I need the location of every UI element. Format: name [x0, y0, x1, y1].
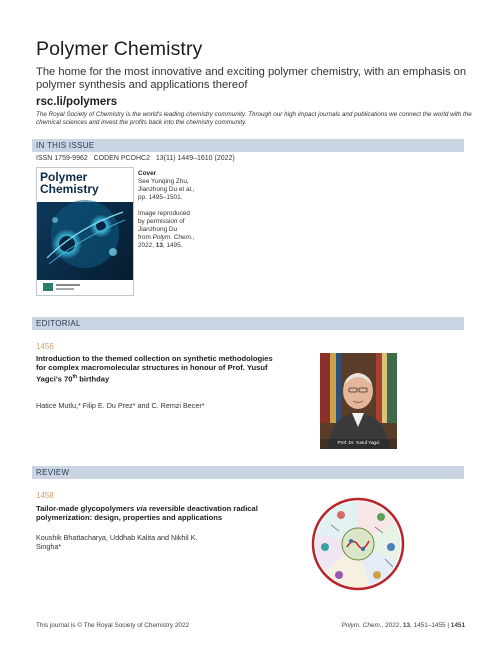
title-text: reversible deactivation radical polymerization: design, properties and applications	[36, 504, 258, 523]
editorial-page-number: 1456	[36, 342, 54, 351]
footer-text: , 2022,	[381, 622, 403, 629]
footer-journal: Polym. Chem.	[341, 622, 382, 629]
caption-text: ,	[192, 234, 195, 241]
caption-journal: Polym. Chem.	[152, 234, 193, 241]
review-bar: REVIEW	[32, 466, 464, 479]
title-superscript: th	[72, 373, 78, 380]
portrait-art	[320, 353, 397, 449]
cover-caption-line: Jianzhong Du et al.,	[138, 186, 195, 193]
review-title-link[interactable]	[36, 504, 281, 523]
review-toc-art	[311, 497, 405, 591]
cover-caption-heading: Cover	[138, 170, 157, 177]
title-text: Tailor-made glycopolymers	[36, 504, 137, 513]
footer-copyright: This journal is © The Royal Society of Chemistry 2022	[36, 622, 190, 629]
caption-text: 2022,	[138, 242, 156, 249]
review-graphic	[311, 497, 405, 591]
cover-caption	[138, 170, 248, 250]
review-page-number: 1458	[36, 491, 54, 500]
issue-meta	[36, 155, 235, 162]
journal-title: Polymer Chemistry	[36, 38, 203, 60]
cover-image[interactable]	[36, 167, 134, 296]
footer-citation	[325, 622, 465, 629]
society-statement: The Royal Society of Chemistry is the world's leading chemistry community. Through our high impact journals and publications we connect the world with the chemical sciences and invest the profits back into the chemistry community.	[36, 111, 472, 126]
photo-caption: Prof. Dr. Yusuf Yagci	[337, 440, 380, 445]
cover-caption-line: by permission of	[138, 218, 185, 225]
editorial-authors: Hatice Mutlu,* Filip E. Du Prez* and C. Remzi Becer*	[36, 401, 205, 410]
journal-tagline: The home for the most innovative and exciting polymer chemistry, with an emphasis on polymer synthesis and applications thereof	[36, 66, 467, 91]
cover-logo-line1: Polymer	[40, 170, 88, 184]
footer-text: , 1451–1455	[410, 622, 446, 629]
title-text: Introduction to the themed collection on synthetic methodologies for complex macromolecular structures in honour of Prof. Yusuf Yagci's 70	[36, 354, 273, 384]
editorial-photo	[320, 353, 397, 449]
editorial-title-link[interactable]	[36, 354, 281, 384]
issue-info: 13(11) 1449–1610 (2022)	[155, 155, 235, 162]
footer-volume: 13	[402, 622, 411, 629]
footer-page-number: 1451	[450, 622, 465, 629]
cover-caption-line: Image reproduced	[138, 210, 190, 217]
cover-caption-line	[138, 242, 248, 250]
cover-caption-line	[138, 234, 248, 242]
coden: CODEN PCOHC2	[93, 155, 151, 162]
caption-text: , 1495.	[162, 242, 183, 249]
cover-caption-line: See Yunqing Zhu,	[138, 178, 189, 185]
caption-volume: 13	[155, 242, 163, 249]
cover-caption-line: Jianzhong Du	[138, 226, 178, 233]
editorial-bar: EDITORIAL	[32, 317, 464, 330]
cover-logo-line2: Chemistry	[40, 182, 99, 196]
caption-text: from	[138, 234, 153, 241]
journal-url-link[interactable]: rsc.li/polymers	[36, 96, 118, 108]
issn: ISSN 1759-9962	[36, 155, 88, 162]
cover-logo	[40, 171, 99, 195]
review-authors: Koushik Bhattacharya, Uddhab Kalita and Nikhil K. Singha*	[36, 533, 198, 551]
in-this-issue-bar: IN THIS ISSUE	[32, 139, 464, 152]
cover-caption-line: pp. 1495–1501.	[138, 194, 183, 201]
title-italic: via	[136, 504, 147, 513]
title-text: birthday	[77, 374, 110, 384]
footer-separator: |	[445, 622, 451, 629]
